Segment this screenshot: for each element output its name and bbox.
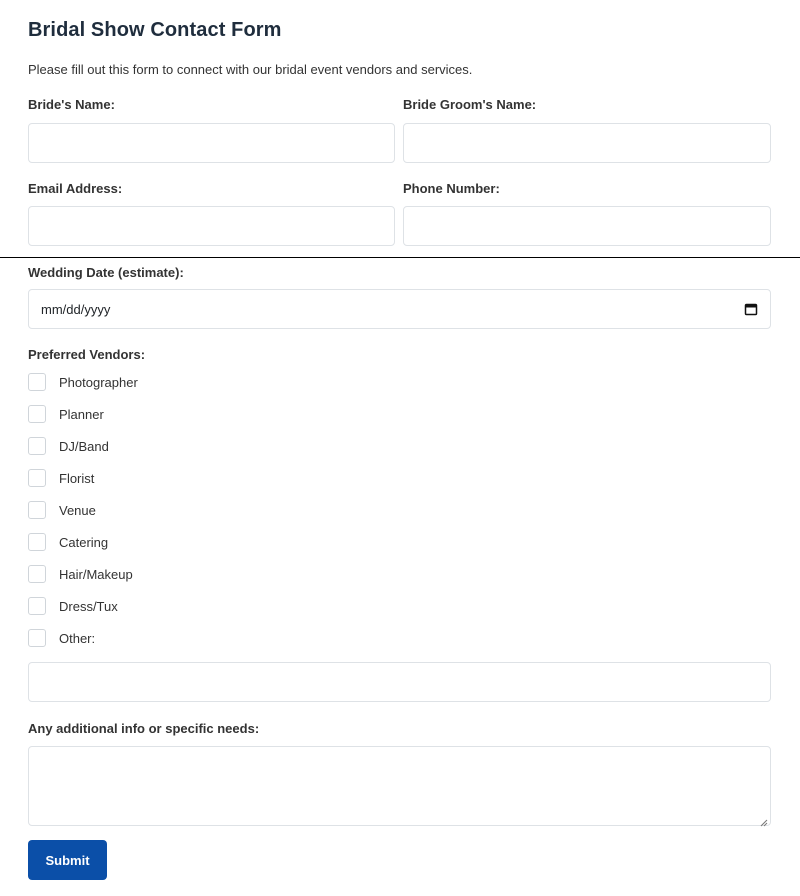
- wedding-date-input[interactable]: [28, 289, 771, 329]
- vendor-checkbox[interactable]: [28, 373, 46, 391]
- additional-info-textarea[interactable]: [28, 746, 771, 826]
- additional-info-label: Any additional info or specific needs:: [28, 721, 260, 736]
- vendor-option-florist[interactable]: [28, 468, 94, 488]
- vendor-option-label: Photographer: [59, 374, 138, 390]
- vendor-option-venue[interactable]: [28, 500, 96, 520]
- vendor-option-label: Dress/Tux: [59, 598, 118, 614]
- vendor-checkbox[interactable]: [28, 629, 46, 647]
- vendor-option-label: DJ/Band: [59, 438, 109, 454]
- vendor-option-label: Other:: [59, 630, 96, 646]
- brides-name-label: Bride's Name:: [28, 97, 115, 112]
- vendor-checkbox[interactable]: [28, 565, 46, 583]
- form-intro: Please fill out this form to connect with our bridal event vendors and services.: [28, 62, 473, 77]
- vendor-checkbox[interactable]: [28, 597, 46, 615]
- vendor-option-other[interactable]: [28, 628, 95, 648]
- phone-label: Phone Number:: [403, 181, 500, 196]
- vendor-option-label: Hair/Makeup: [59, 566, 133, 582]
- submit-button[interactable]: Submit: [28, 840, 107, 880]
- form-title: Bridal Show Contact Form: [28, 19, 282, 41]
- brides-name-input[interactable]: [28, 123, 395, 163]
- vendor-option-hair-makeup[interactable]: [28, 564, 133, 584]
- email-label: Email Address:: [28, 181, 123, 196]
- vendor-option-dj-band[interactable]: [28, 436, 109, 456]
- vendor-checkbox[interactable]: [28, 501, 46, 519]
- vendor-checkbox[interactable]: [28, 533, 46, 551]
- vendor-option-label: Venue: [59, 502, 96, 518]
- vendor-option-photographer[interactable]: [28, 372, 138, 392]
- vendor-option-label: Florist: [59, 470, 95, 486]
- vendor-option-label: Planner: [59, 406, 104, 422]
- email-input[interactable]: [28, 206, 395, 246]
- vendor-checkbox[interactable]: [28, 437, 46, 455]
- wedding-date-placeholder: mm/dd/yyyy: [41, 301, 111, 317]
- resize-grip-icon[interactable]: [760, 815, 768, 823]
- other-vendor-input[interactable]: [28, 662, 771, 702]
- vendor-option-catering[interactable]: [28, 532, 108, 552]
- groom-name-input[interactable]: [403, 123, 771, 163]
- calendar-icon[interactable]: [744, 302, 758, 316]
- vendor-option-label: Catering: [59, 534, 109, 550]
- vendor-checkbox[interactable]: [28, 405, 46, 423]
- phone-input[interactable]: [403, 206, 771, 246]
- groom-name-label: Bride Groom's Name:: [403, 97, 537, 112]
- vendors-label: Preferred Vendors:: [28, 347, 146, 362]
- vendor-option-planner[interactable]: [28, 404, 104, 424]
- vendor-option-dress-tux[interactable]: [28, 596, 118, 616]
- section-divider: [0, 257, 800, 258]
- vendor-checkbox[interactable]: [28, 469, 46, 487]
- wedding-date-label: Wedding Date (estimate):: [28, 265, 184, 280]
